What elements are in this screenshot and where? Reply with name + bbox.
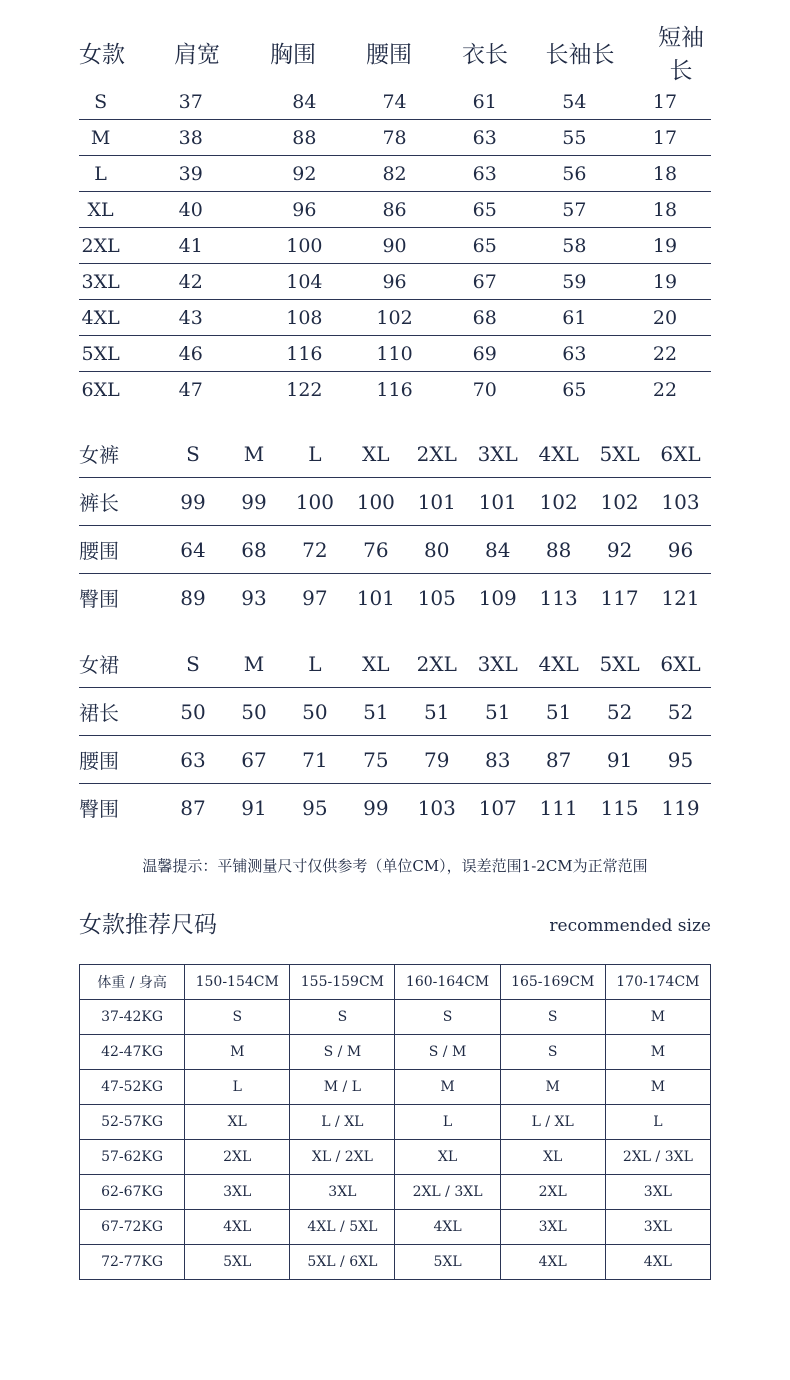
pants-value-cell: 93 — [241, 585, 267, 610]
tops-row — [79, 228, 711, 264]
pants-row-label: 女裤 — [79, 443, 119, 467]
tops-size-table — [79, 25, 711, 407]
skirt-row-label: 腰围 — [79, 749, 119, 773]
skirt-value-cell: 91 — [241, 795, 267, 820]
tops-value-cell: 17 — [652, 90, 678, 113]
tops-row — [79, 192, 711, 228]
pants-value-cell: S — [186, 441, 200, 466]
pants-value-cell: 100 — [356, 489, 395, 514]
tops-value-cell: 65 — [472, 234, 497, 257]
pants-value-cell: 100 — [295, 489, 334, 514]
tops-value-cell: 65 — [472, 198, 497, 221]
tops-value-cell: 19 — [652, 234, 678, 257]
pants-value-cell: 6XL — [660, 441, 701, 466]
tops-header-cell: 胸围 — [270, 41, 316, 68]
skirt-value-cell: 95 — [667, 747, 694, 772]
tops-value-cell: 59 — [562, 270, 587, 293]
recommend-weight-cell: 62-67KG — [80, 1175, 185, 1210]
tops-value-cell: 90 — [382, 234, 407, 257]
skirt-value-cell: S — [186, 651, 200, 676]
recommend-size-cell: S — [500, 1000, 605, 1035]
tops-value-cell: 70 — [472, 378, 497, 401]
tops-body — [79, 84, 711, 407]
tops-value-cell: 74 — [382, 90, 407, 113]
tops-row — [79, 336, 711, 372]
pants-value-cell: 121 — [661, 585, 700, 610]
skirt-value-cell: 95 — [302, 795, 328, 820]
recommend-size-cell: 3XL — [605, 1175, 710, 1210]
recommend-size-cell: 2XL / 3XL — [605, 1140, 710, 1175]
recommend-size-cell: L / XL — [500, 1105, 605, 1140]
pants-row-label: 裤长 — [79, 491, 119, 515]
pants-value-cell: XL — [362, 441, 390, 466]
skirt-value-cell: 51 — [484, 699, 511, 724]
tops-value-cell: 86 — [382, 198, 407, 221]
tops-value-cell: 96 — [292, 198, 317, 221]
recommend-title: 女款推荐尺码 — [79, 912, 217, 938]
recommend-weight-cell: 57-62KG — [80, 1140, 185, 1175]
recommend-row — [80, 1035, 711, 1070]
tops-value-cell: 67 — [472, 270, 497, 293]
recommend-size-cell: M — [605, 1035, 710, 1070]
tops-value-cell: 78 — [382, 126, 407, 149]
tops-value-cell: 56 — [562, 162, 587, 185]
recommend-size-cell: M — [605, 1070, 710, 1105]
tops-size-label: 5XL — [81, 342, 120, 365]
tops-value-cell: 43 — [178, 306, 203, 329]
recommend-header-cell: 体重 / 身高 — [80, 965, 185, 1000]
skirt-value-cell: M — [243, 651, 265, 676]
skirt-value-cell: 115 — [600, 795, 639, 820]
recommend-weight-cell: 42-47KG — [80, 1035, 185, 1070]
tops-size-label: 6XL — [81, 378, 120, 401]
skirt-value-cell: 87 — [545, 747, 572, 772]
tops-value-cell: 102 — [376, 306, 413, 329]
pants-value-cell: 64 — [180, 537, 206, 562]
recommend-size-cell: S — [290, 1000, 395, 1035]
skirt-value-cell: 99 — [363, 795, 389, 820]
tops-value-cell: 17 — [652, 126, 678, 149]
skirt-row — [79, 736, 711, 784]
pants-value-cell: 68 — [241, 537, 267, 562]
tops-value-cell: 40 — [178, 198, 203, 221]
recommend-header-cell: 150-154CM — [185, 965, 290, 1000]
pants-header-row — [79, 430, 711, 478]
tops-value-cell: 65 — [562, 378, 587, 401]
tops-value-cell: 92 — [292, 162, 317, 185]
recommend-header-row — [80, 965, 711, 1000]
recommend-size-cell: L — [185, 1070, 290, 1105]
pants-row-label: 臀围 — [79, 587, 119, 611]
tops-header-cell: 长袖长 — [545, 41, 615, 68]
pants-value-cell: 99 — [241, 489, 267, 514]
tops-value-cell: 42 — [178, 270, 203, 293]
tops-value-cell: 82 — [382, 162, 407, 185]
skirt-value-cell: XL — [362, 651, 390, 676]
tops-value-cell: 58 — [562, 234, 587, 257]
skirt-value-cell: 111 — [539, 795, 578, 820]
skirt-value-cell: 50 — [302, 699, 328, 724]
recommend-size-cell: XL — [395, 1140, 500, 1175]
tops-header-cell: 短袖长 — [658, 25, 704, 84]
tops-value-cell: 37 — [178, 90, 203, 113]
recommend-size-cell: XL / 2XL — [290, 1140, 395, 1175]
recommend-weight-cell: 37-42KG — [80, 1000, 185, 1035]
pants-value-cell: 72 — [302, 537, 328, 562]
tops-value-cell: 39 — [178, 162, 203, 185]
recommend-size-cell: 3XL — [500, 1210, 605, 1245]
tops-value-cell: 46 — [178, 342, 203, 365]
skirt-value-cell: 52 — [606, 699, 633, 724]
skirt-value-cell: 103 — [417, 795, 456, 820]
skirt-value-cell: 50 — [180, 699, 206, 724]
recommend-row — [80, 1175, 711, 1210]
skirt-value-cell: 6XL — [660, 651, 701, 676]
pants-value-cell: 101 — [417, 489, 456, 514]
tops-value-cell: 63 — [562, 342, 587, 365]
recommend-size-table — [79, 964, 711, 1280]
pants-row — [79, 526, 711, 574]
tops-value-cell: 63 — [472, 162, 497, 185]
tops-size-label: M — [90, 126, 111, 149]
tops-size-label: L — [94, 162, 107, 185]
tops-header-cell: 肩宽 — [174, 41, 220, 68]
recommend-size-cell: S — [395, 1000, 500, 1035]
tops-value-cell: 20 — [652, 306, 678, 329]
recommend-size-cell: L / XL — [290, 1105, 395, 1140]
skirt-row-label: 裙长 — [79, 701, 119, 725]
skirt-value-cell: 75 — [363, 747, 389, 772]
tops-value-cell: 116 — [376, 378, 413, 401]
recommend-size-cell: XL — [500, 1140, 605, 1175]
recommend-size-cell: 4XL / 5XL — [290, 1210, 395, 1245]
skirt-value-cell: 51 — [424, 699, 450, 724]
recommend-row — [80, 1140, 711, 1175]
pants-value-cell: 80 — [424, 537, 450, 562]
skirt-value-cell: 91 — [606, 747, 633, 772]
skirt-value-cell: 4XL — [538, 651, 579, 676]
recommend-size-cell: M — [605, 1000, 710, 1035]
tops-value-cell: 108 — [286, 306, 323, 329]
pants-value-cell: 3XL — [477, 441, 518, 466]
tops-value-cell: 41 — [178, 234, 203, 257]
recommend-size-cell: 4XL — [605, 1245, 710, 1280]
tops-value-cell: 88 — [292, 126, 317, 149]
pants-value-cell: L — [308, 441, 322, 466]
skirt-value-cell: 71 — [302, 747, 328, 772]
tops-value-cell: 54 — [562, 90, 587, 113]
tops-size-label: 4XL — [81, 306, 120, 329]
pants-value-cell: 2XL — [416, 441, 457, 466]
tops-header-cell: 衣长 — [462, 41, 508, 68]
tops-size-label: XL — [87, 198, 114, 221]
recommend-header-cell: 155-159CM — [290, 965, 395, 1000]
pants-value-cell: 103 — [661, 489, 700, 514]
tops-value-cell: 116 — [286, 342, 323, 365]
tops-value-cell: 122 — [286, 378, 323, 401]
pants-value-cell: 84 — [484, 537, 511, 562]
recommend-size-cell: L — [395, 1105, 500, 1140]
tops-row — [79, 300, 711, 336]
tops-header-cell: 腰围 — [366, 41, 412, 68]
recommend-size-cell: 3XL — [290, 1175, 395, 1210]
skirt-value-cell: 52 — [667, 699, 694, 724]
recommend-size-cell: M — [500, 1070, 605, 1105]
pants-size-table — [79, 430, 711, 621]
skirt-size-table — [79, 640, 711, 831]
recommend-size-cell: 3XL — [605, 1210, 710, 1245]
skirt-value-cell: 83 — [484, 747, 511, 772]
pants-value-cell: 101 — [356, 585, 395, 610]
tops-value-cell: 69 — [472, 342, 497, 365]
skirt-value-cell: 63 — [180, 747, 206, 772]
tops-header-cell: 女款 — [79, 41, 125, 68]
recommend-weight-cell: 72-77KG — [80, 1245, 185, 1280]
tops-size-label: 3XL — [81, 270, 120, 293]
tops-value-cell: 47 — [178, 378, 203, 401]
tops-size-label: S — [94, 90, 108, 113]
skirt-row — [79, 784, 711, 831]
measurement-tip: 温馨提示：平铺测量尺寸仅供参考（单位CM），误差范围1-2CM为正常范围 — [142, 857, 648, 875]
recommend-weight-cell: 47-52KG — [80, 1070, 185, 1105]
tops-row — [79, 264, 711, 300]
recommend-size-cell: 2XL — [185, 1140, 290, 1175]
tops-value-cell: 57 — [562, 198, 587, 221]
pants-value-cell: M — [243, 441, 265, 466]
pants-value-cell: 92 — [606, 537, 633, 562]
skirt-value-cell: 3XL — [477, 651, 518, 676]
recommend-row — [80, 1105, 711, 1140]
pants-value-cell: 76 — [363, 537, 389, 562]
tops-value-cell: 61 — [562, 306, 587, 329]
recommend-size-cell: 5XL — [185, 1245, 290, 1280]
tops-size-label: 2XL — [81, 234, 120, 257]
pants-row — [79, 574, 711, 621]
pants-value-cell: 96 — [667, 537, 694, 562]
recommend-size-cell: S / M — [290, 1035, 395, 1070]
tops-value-cell: 18 — [652, 198, 678, 221]
skirt-row — [79, 688, 711, 736]
tops-row — [79, 156, 711, 192]
recommend-size-cell: 4XL — [500, 1245, 605, 1280]
skirt-value-cell: 5XL — [599, 651, 640, 676]
pants-value-cell: 101 — [478, 489, 517, 514]
recommend-size-cell: L — [605, 1105, 710, 1140]
pants-value-cell: 102 — [539, 489, 578, 514]
skirt-value-cell: 51 — [545, 699, 572, 724]
tops-value-cell: 63 — [472, 126, 497, 149]
pants-value-cell: 105 — [417, 585, 456, 610]
tops-value-cell: 110 — [376, 342, 413, 365]
tops-value-cell: 22 — [652, 342, 678, 365]
tops-value-cell: 96 — [382, 270, 407, 293]
tops-value-cell: 104 — [286, 270, 323, 293]
tops-header-row — [79, 25, 711, 84]
tops-value-cell: 22 — [652, 378, 678, 401]
tops-value-cell: 61 — [472, 90, 497, 113]
skirt-value-cell: 79 — [424, 747, 450, 772]
skirt-row-label: 女裙 — [79, 653, 119, 677]
tops-value-cell: 68 — [472, 306, 497, 329]
pants-value-cell: 102 — [600, 489, 639, 514]
tops-value-cell: 100 — [286, 234, 323, 257]
pants-value-cell: 113 — [539, 585, 578, 610]
tops-value-cell: 38 — [178, 126, 203, 149]
recommend-weight-cell: 67-72KG — [80, 1210, 185, 1245]
pants-value-cell: 99 — [180, 489, 206, 514]
tops-row — [79, 372, 711, 407]
recommend-row — [80, 1000, 711, 1035]
tops-row — [79, 84, 711, 120]
recommend-weight-cell: 52-57KG — [80, 1105, 185, 1140]
recommend-size-cell: 2XL / 3XL — [395, 1175, 500, 1210]
skirt-value-cell: L — [308, 651, 322, 676]
recommend-row — [80, 1210, 711, 1245]
tops-value-cell: 18 — [652, 162, 678, 185]
skirt-value-cell: 50 — [241, 699, 267, 724]
pants-value-cell: 5XL — [599, 441, 640, 466]
tops-value-cell: 84 — [292, 90, 317, 113]
pants-row — [79, 478, 711, 526]
recommend-header-cell: 165-169CM — [500, 965, 605, 1000]
recommend-size-cell: 4XL — [185, 1210, 290, 1245]
pants-value-cell: 88 — [545, 537, 572, 562]
recommend-size-cell: M — [185, 1035, 290, 1070]
recommend-size-cell: 5XL — [395, 1245, 500, 1280]
skirt-value-cell: 2XL — [416, 651, 457, 676]
skirt-value-cell: 87 — [180, 795, 206, 820]
pants-value-cell: 109 — [478, 585, 517, 610]
skirt-value-cell: 107 — [478, 795, 517, 820]
pants-value-cell: 97 — [302, 585, 328, 610]
skirt-value-cell: 51 — [363, 699, 389, 724]
recommend-size-cell: XL — [185, 1105, 290, 1140]
skirt-value-cell: 119 — [661, 795, 700, 820]
pants-value-cell: 4XL — [538, 441, 579, 466]
recommend-size-cell: S — [500, 1035, 605, 1070]
recommend-size-cell: 2XL — [500, 1175, 605, 1210]
recommend-size-cell: 4XL — [395, 1210, 500, 1245]
recommend-size-cell: 3XL — [185, 1175, 290, 1210]
recommend-header-cell: 170-174CM — [605, 965, 710, 1000]
recommend-size-cell: M — [395, 1070, 500, 1105]
pants-value-cell: 117 — [600, 585, 639, 610]
tops-value-cell: 55 — [562, 126, 587, 149]
recommend-size-cell: S / M — [395, 1035, 500, 1070]
recommend-size-cell: 5XL / 6XL — [290, 1245, 395, 1280]
skirt-header-row — [79, 640, 711, 688]
pants-row-label: 腰围 — [79, 539, 119, 563]
recommend-subtitle: recommended size — [549, 916, 711, 936]
recommend-header-cell: 160-164CM — [395, 965, 500, 1000]
skirt-row-label: 臀围 — [79, 797, 119, 821]
recommend-size-cell: S — [185, 1000, 290, 1035]
tops-value-cell: 19 — [652, 270, 678, 293]
recommend-size-cell: M / L — [290, 1070, 395, 1105]
tops-row — [79, 120, 711, 156]
recommend-row — [80, 1245, 711, 1280]
skirt-value-cell: 67 — [241, 747, 267, 772]
recommend-row — [80, 1070, 711, 1105]
pants-value-cell: 89 — [180, 585, 206, 610]
